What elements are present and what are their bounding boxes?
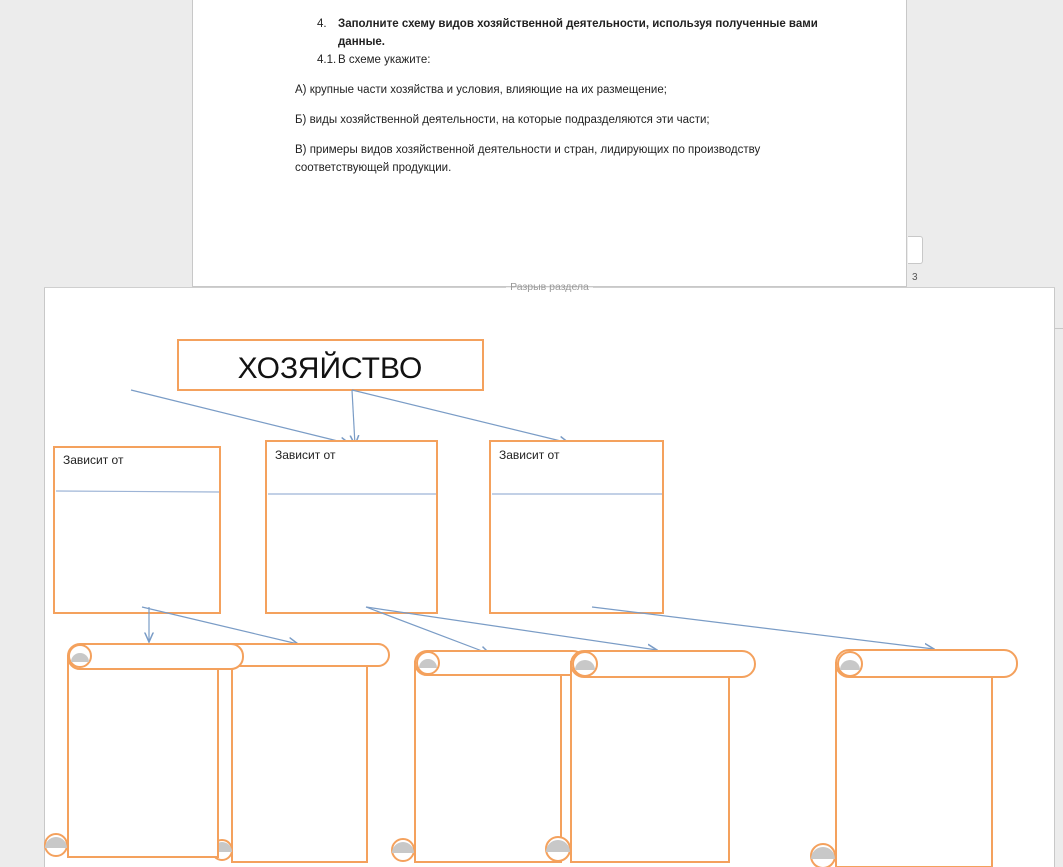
depends-box-2[interactable] xyxy=(266,441,437,613)
arrow-box3-scroll5 xyxy=(592,607,934,649)
task-text-line1: Заполните схему видов хозяйственной деятельности, используя полученные вами xyxy=(338,18,818,30)
box-1-label: Зависит от xyxy=(63,453,124,467)
subtask-text: В схеме укажите: xyxy=(338,54,431,66)
subtask-number: 4.1. xyxy=(317,54,337,66)
arrow-to-box-3 xyxy=(352,390,569,443)
scroll-5[interactable] xyxy=(811,650,1017,867)
task-number: 4. xyxy=(317,18,327,30)
item-c-text-line1: В) примеры видов хозяйственной деятельности и стран, лидирующих по производству xyxy=(295,144,761,156)
box-3-label: Зависит от xyxy=(499,448,560,462)
depends-box-1[interactable] xyxy=(54,447,220,613)
arrow-title-down xyxy=(352,390,355,445)
item-a-text: А) крупные части хозяйства и условия, влияющие на их размещение; xyxy=(295,84,667,96)
title-arrows xyxy=(131,390,569,445)
page-number: 3 xyxy=(912,272,918,283)
scroll-2[interactable] xyxy=(212,644,389,862)
scroll-1[interactable] xyxy=(45,644,243,857)
section-break-label: Разрыв раздела xyxy=(510,281,589,293)
arrow-to-box-2 xyxy=(131,390,350,444)
depends-box-3[interactable] xyxy=(490,441,663,613)
task-text-line2: данные. xyxy=(338,36,385,48)
diagram-title: ХОЗЯЙСТВО xyxy=(237,352,423,385)
box-2-label: Зависит от xyxy=(275,448,336,462)
item-b-text: Б) виды хозяйственной деятельности, на которые подразделяются эти части; xyxy=(295,114,710,126)
scroll-4[interactable] xyxy=(546,651,755,862)
scroll-3[interactable] xyxy=(392,651,585,862)
item-c-text-line2: соответствующей продукции. xyxy=(295,162,452,174)
